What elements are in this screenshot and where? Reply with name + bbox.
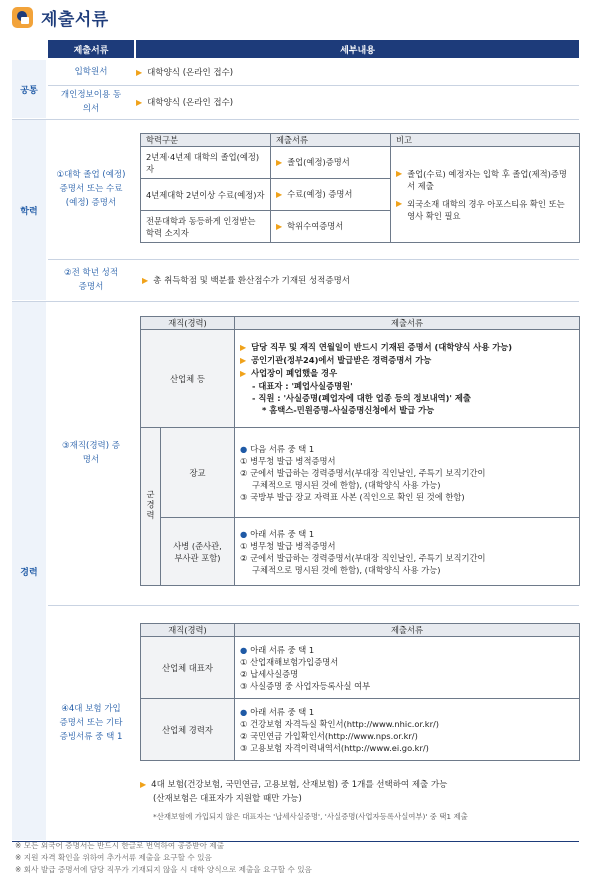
- document-icon: [12, 7, 33, 28]
- insurance-note: ▶ 4대 보험(건강보험, 국민연금, 고용보험, 산재보험) 중 1개를 선택하여 제출 가능 (산재보험은 대표자가 지원할 때만 가능) *산재보험에 가입되지 않은 대표자는 '납세사실증명', '사실증명(사업자등록사실여부)' 중 택1 제출: [140, 778, 468, 824]
- col-ins-type: 재직(경력): [141, 624, 235, 637]
- detail-privacy-consent: ▶ 대학양식 (온라인 접수): [136, 97, 234, 108]
- emp-soldier-docs: ● 아래 서류 중 택 1 ① 병무청 발급 병적증명서 ② 군에서 발급하는 경력증명서(부대장 직인날인, 주특기 보직기간이 구체적으로 명시된 것에 한함), (대학양식 사용 가능): [235, 518, 580, 586]
- edu-row-type: 2년제·4년제 대학의 졸업(예정)자: [141, 147, 271, 179]
- employment-table: [140, 316, 580, 586]
- arrow-icon: ▶: [136, 97, 143, 107]
- ins-representative-docs: ● 아래 서류 중 택 1 ① 산업재해보험가입증명서 ② 납세사실증명 ③ 사실증명 중 사업자등록사실 여부: [235, 637, 580, 699]
- emp-officer-docs: ● 다음 서류 중 택 1 ① 병무청 발급 병적증명서 ② 군에서 발급하는 경력증명서(부대장 직인날인, 주특기 보직기간이 구체적으로 명시된 것에 한함), (대학양식 사용 가능) ③ 국방부 발급 장교 자력표 사본 (직인으로 확인 된 것에 한함): [235, 428, 580, 518]
- doc-graduation-cert: ①대학 졸업 (예정)증명서 또는 수료(예정) 증명서: [48, 120, 134, 258]
- category-education: 학력: [12, 120, 46, 300]
- footnote: ※ 회사 발급 증명서에 담당 직무가 기재되지 않을 시 대학 양식으로 제출을 요구할 수 있음: [15, 865, 312, 874]
- ins-employee: 산업체 경력자: [141, 699, 235, 761]
- category-common: 공통: [12, 60, 46, 118]
- table-header: [12, 40, 579, 58]
- page-title: 제출서류: [41, 9, 109, 30]
- header-documents: 제출서류: [48, 40, 134, 58]
- education-table: [140, 133, 580, 243]
- detail-application: ▶ 대학양식 (온라인 접수): [136, 67, 234, 78]
- ins-employee-docs: ● 아래 서류 중 택 1 ① 건강보험 자격득실 확인서(http://www.nhic.or.kr/) ② 국민연금 가입확인서(http://www.nps.or.kr/) ③ 고용보험 자격이력내역서(http://www.ei.go.kr/): [235, 699, 580, 761]
- emp-industry-docs: ▶ 담당 직무 및 재직 연월일이 반드시 기재된 증명서 (대학양식 사용 가능) ▶ 공인기관(정부24)에서 발급받은 경력증명서 가능 ▶ 사업장이 폐업했을 경우 - 대표자 : '폐업사실증명원' - 직원 : '사실증명(폐업자에 대한 업종 등의 정보내역)' 제출 * 홈택스-민원증명-사실증명신청에서 발급 가능: [235, 330, 580, 428]
- insurance-small-note: *산재보험에 가입되지 않은 대표자는 '납세사실증명', '사실증명(사업자등록사실여부)' 중 택1 제출: [153, 812, 468, 821]
- col-edu-type: 학력구분: [141, 134, 271, 147]
- doc-employment-cert: ③재직(경력) 증명서: [48, 302, 134, 604]
- ins-representative: 산업체 대표자: [141, 637, 235, 699]
- col-emp-doc: 제출서류: [235, 317, 580, 330]
- category-career: 경력: [12, 302, 46, 840]
- emp-military: 군경력: [141, 428, 161, 586]
- footnote: ※ 모든 외국어 증명서는 반드시 한글로 번역하여 공증받아 제출: [15, 841, 225, 850]
- edu-row-type: 4년제대학 2년이상 수료(예정)자: [141, 179, 271, 211]
- col-edu-doc: 제출서류: [271, 134, 391, 147]
- emp-officer: 장교: [161, 428, 235, 518]
- page-header: [12, 5, 109, 29]
- doc-privacy-consent: 개인정보이용 동의서: [48, 86, 134, 118]
- col-ins-doc: 제출서류: [235, 624, 580, 637]
- doc-application: 입학원서: [48, 60, 134, 84]
- doc-transcript: ②전 학년 성적증명서: [48, 260, 134, 300]
- edu-row-doc: ▶ 졸업(예정)증명서: [271, 147, 391, 179]
- arrow-icon: ▶: [136, 67, 143, 77]
- footnote: ※ 지원 자격 확인을 위하여 추가서류 제출을 요구할 수 있음: [15, 853, 212, 862]
- col-emp-type: 재직(경력): [141, 317, 235, 330]
- edu-row-doc: ▶ 학위수여증명서: [271, 211, 391, 243]
- header-details: 세부내용: [136, 40, 579, 58]
- col-edu-note: 비고: [391, 134, 580, 147]
- emp-industry: 산업체 등: [141, 330, 235, 428]
- edu-row-doc: ▶ 수료(예정) 증명서: [271, 179, 391, 211]
- edu-notes: ▶ 졸업(수료) 예정자는 입학 후 졸업(제적)증명서 제출 ▶ 외국소재 대학의 경우 아포스티유 확인 또는 영사 확인 필요: [391, 147, 580, 243]
- footnotes: [15, 840, 312, 876]
- detail-transcript: ▶ 총 취득학점 및 백분률 환산점수가 기재된 성적증명서: [142, 275, 351, 286]
- arrow-icon: ▶: [142, 275, 149, 285]
- emp-soldier: 사병 (준사관, 부사관 포함): [161, 518, 235, 586]
- doc-insurance-cert: ④4대 보험 가입증명서 또는 기타 증빙서류 중 택 1: [48, 606, 134, 840]
- edu-row-type: 전문대학과 동등하게 인정받는 학력 소지자: [141, 211, 271, 243]
- insurance-table: [140, 623, 580, 761]
